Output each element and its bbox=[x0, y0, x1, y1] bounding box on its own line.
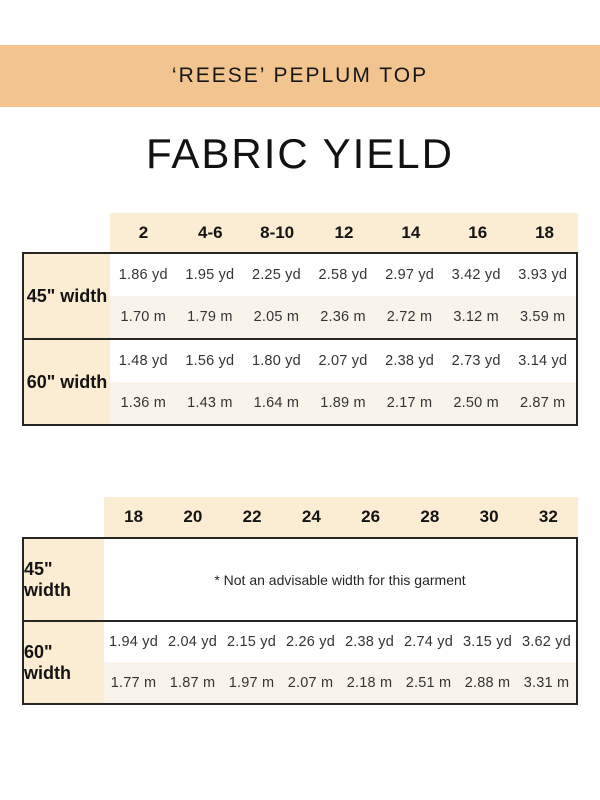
yield-cell-m: 3.12 m bbox=[443, 296, 510, 338]
size-col-header: 2 bbox=[138, 222, 149, 242]
yield-cell-yd: 3.14 yd bbox=[509, 340, 576, 382]
yield-cell-yd: 2.04 yd bbox=[163, 622, 222, 662]
fabric-yield-table-extended-sizes bbox=[22, 497, 578, 705]
yield-cell-m: 1.89 m bbox=[310, 382, 377, 424]
yield-cell-yd: 2.74 yd bbox=[399, 622, 458, 662]
size-header-row bbox=[110, 213, 578, 252]
yield-cell-yd: 2.38 yd bbox=[376, 340, 443, 382]
yield-cell-yd: 3.15 yd bbox=[458, 622, 517, 662]
yield-cell-yd: 2.07 yd bbox=[310, 340, 377, 382]
table-body bbox=[22, 537, 578, 705]
size-col-header: 22 bbox=[242, 507, 262, 526]
yield-cell-yd: 2.58 yd bbox=[310, 254, 377, 296]
yield-cell-m: 2.18 m bbox=[340, 662, 399, 703]
width-60-section bbox=[24, 622, 576, 703]
yield-cell-m: 1.36 m bbox=[110, 382, 177, 424]
yield-cell-m: 2.36 m bbox=[310, 296, 377, 338]
yield-cell-m: 2.51 m bbox=[399, 662, 458, 703]
yield-cell-yd: 3.93 yd bbox=[509, 254, 576, 296]
size-col-header: 14 bbox=[401, 222, 421, 242]
width-row-label: 45" width bbox=[24, 539, 104, 620]
yield-cell-m: 1.87 m bbox=[163, 662, 222, 703]
yield-cell-m: 1.70 m bbox=[110, 296, 177, 338]
width-45-section bbox=[24, 254, 576, 338]
yield-cell-m: 2.05 m bbox=[243, 296, 310, 338]
yield-cell-m: 2.88 m bbox=[458, 662, 517, 703]
page-title: FABRIC YIELD bbox=[146, 130, 454, 177]
yield-cell-yd: 3.62 yd bbox=[517, 622, 576, 662]
yield-cell-m: 1.43 m bbox=[177, 382, 244, 424]
yield-cell-m: 2.87 m bbox=[509, 382, 576, 424]
size-col-header: 26 bbox=[361, 507, 381, 526]
size-col-header: 24 bbox=[301, 507, 321, 526]
yield-cell-m: 2.17 m bbox=[376, 382, 443, 424]
yield-cell-yd: 2.26 yd bbox=[281, 622, 340, 662]
size-col-header: 18 bbox=[535, 222, 555, 242]
size-col-header: 28 bbox=[420, 507, 440, 526]
width-60-section bbox=[24, 340, 576, 424]
yield-cell-m: 2.50 m bbox=[443, 382, 510, 424]
width-45-section bbox=[24, 539, 576, 620]
size-col-header: 16 bbox=[468, 222, 488, 242]
yield-cell-yd: 1.94 yd bbox=[104, 622, 163, 662]
size-header-row bbox=[104, 497, 578, 537]
yield-cell-m: 1.77 m bbox=[104, 662, 163, 703]
yield-cell-yd: 1.86 yd bbox=[110, 254, 177, 296]
pattern-name-label: ‘REESE’ PEPLUM TOP bbox=[171, 64, 429, 87]
table-body bbox=[22, 252, 578, 426]
width-row-label: 45" width bbox=[24, 254, 110, 338]
fabric-yield-table-regular-sizes bbox=[22, 213, 578, 426]
yield-cell-m: 2.72 m bbox=[376, 296, 443, 338]
not-advisable-note: * Not an advisable width for this garment bbox=[104, 539, 576, 620]
size-col-header: 12 bbox=[334, 222, 354, 242]
size-col-header: 30 bbox=[479, 507, 499, 526]
yield-cell-m: 3.31 m bbox=[517, 662, 576, 703]
yield-cell-yd: 2.38 yd bbox=[340, 622, 399, 662]
yield-cell-m: 1.64 m bbox=[243, 382, 310, 424]
yield-cell-m: 1.97 m bbox=[222, 662, 281, 703]
width-row-label: 60" width bbox=[24, 340, 110, 424]
yield-cell-yd: 2.97 yd bbox=[376, 254, 443, 296]
yield-cell-yd: 1.95 yd bbox=[177, 254, 244, 296]
size-col-header: 18 bbox=[124, 507, 144, 526]
pattern-name-banner bbox=[0, 45, 600, 107]
yield-cell-yd: 3.42 yd bbox=[443, 254, 510, 296]
yield-cell-yd: 1.56 yd bbox=[177, 340, 244, 382]
width-row-label: 60" width bbox=[24, 622, 104, 703]
yield-cell-m: 3.59 m bbox=[509, 296, 576, 338]
yield-cell-yd: 2.15 yd bbox=[222, 622, 281, 662]
size-col-header: 4-6 bbox=[197, 222, 223, 242]
size-col-header: 32 bbox=[538, 507, 558, 526]
yield-cell-yd: 2.25 yd bbox=[243, 254, 310, 296]
yield-cell-yd: 1.48 yd bbox=[110, 340, 177, 382]
yield-cell-m: 1.79 m bbox=[177, 296, 244, 338]
yield-cell-yd: 1.80 yd bbox=[243, 340, 310, 382]
yield-cell-yd: 2.73 yd bbox=[443, 340, 510, 382]
size-col-header: 20 bbox=[183, 507, 203, 526]
size-col-header: 8-10 bbox=[260, 222, 295, 242]
yield-cell-m: 2.07 m bbox=[281, 662, 340, 703]
